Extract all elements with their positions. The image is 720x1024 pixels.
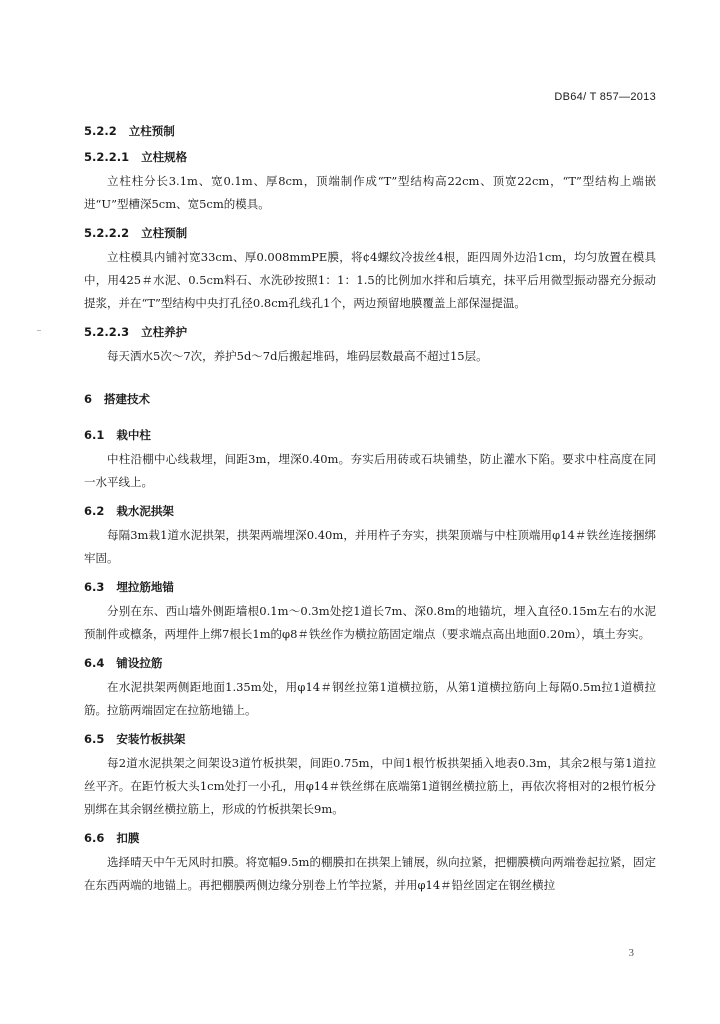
page-number: 3: [628, 947, 634, 959]
paragraph: 每2道水泥拱架之间架设3道竹板拱架，间距0.75m，中间1根竹板拱架插入地表0.3m，其余2根与第1道拉丝平齐。在距竹板大头1cm处打一小孔，用φ14＃铁丝绑在底端第1道钢丝横拉筋上，再依次将相对的2根竹板分别绑在其余钢丝横拉筋上，形成的竹板拱架长9m。: [84, 756, 656, 816]
section-heading-6-3: 6.3 埋拉筋地锚: [84, 580, 174, 594]
paragraph: 分别在东、西山墙外侧距墙根0.1m～0.3m处挖1道长7m、深0.8m的地锚坑，埋入直径0.15m左右的水泥预制件或檩条，两埋件上绑7根长1m的φ8＃铁丝作为横拉筋固定端点（要求端点高出地面0.20m），填土夯实。: [84, 604, 656, 641]
section-heading-6-6: 6.6 扣膜: [84, 831, 140, 845]
document-code: DB64/ T 857—2013: [554, 91, 656, 103]
paragraph: 每天洒水5次～7次，养护5d～7d后搬起堆码，堆码层数最高不超过15层。: [107, 349, 488, 363]
paragraph: 在水泥拱架两侧距地面1.35m处，用φ14＃钢丝拉第1道横拉筋，从第1道横拉筋向上每隔0.5m拉1道横拉筋。拉筋两端固定在拉筋地锚上。: [84, 680, 656, 717]
section-heading-5-2-2: 5.2.2 立柱预制: [84, 124, 175, 138]
section-heading-5-2-2-3: 5.2.2.3 立柱养护: [84, 325, 188, 339]
paragraph: 选择晴天中午无风时扣膜。将宽幅9.5m的棚膜扣在拱架上铺展，纵向拉紧，把棚膜横向两端卷起拉紧，固定在东西两端的地锚上。再把棚膜两侧边缘分别卷上竹竿拉紧，并用φ14＃铅丝固定在钢丝横拉: [84, 855, 656, 892]
section-heading-6-5: 6.5 安装竹板拱架: [84, 732, 186, 746]
section-heading-6: 6 搭建技术: [84, 392, 151, 406]
section-heading-5-2-2-2: 5.2.2.2 立柱预制: [84, 226, 188, 240]
paragraph: 立柱柱分长3.1m、宽0.1m、厚8cm，顶端制作成“T”型结构高22cm、顶宽22cm，“T”型结构上端嵌进“U”型槽深5cm、宽5cm的模具。: [84, 174, 656, 211]
section-heading-6-1: 6.1 栽中柱: [84, 428, 151, 442]
document-body: [84, 120, 656, 903]
paragraph: 立柱模具内铺衬宽33cm、厚0.008mmPE膜，将¢4螺纹冷拔丝4根，距四周外边沿1cm，均匀放置在模具中，用425＃水泥、0.5cm料石、水洗砂按照1：1：1.5的比例加水拌和后填充，抹平后用微型振动器充分振动提浆，并在“T”型结构中央打孔径0.8cm孔线孔1个，两边预留地膜覆盖上部保湿提温。: [84, 250, 656, 310]
margin-mark: [37, 330, 41, 331]
paragraph: 每隔3m栽1道水泥拱架，拱架两端埋深0.40m，并用杵子夯实，拱架顶端与中柱顶端用φ14＃铁丝连接捆绑牢固。: [84, 528, 656, 565]
section-heading-5-2-2-1: 5.2.2.1 立柱规格: [84, 150, 188, 164]
section-heading-6-2: 6.2 栽水泥拱架: [84, 504, 174, 518]
section-heading-6-4: 6.4 铺设拉筋: [84, 656, 163, 670]
paragraph: 中柱沿棚中心线栽埋，间距3m，埋深0.40m。夯实后用砖或石块铺垫，防止灌水下陷。要求中柱高度在同一水平线上。: [84, 452, 656, 489]
